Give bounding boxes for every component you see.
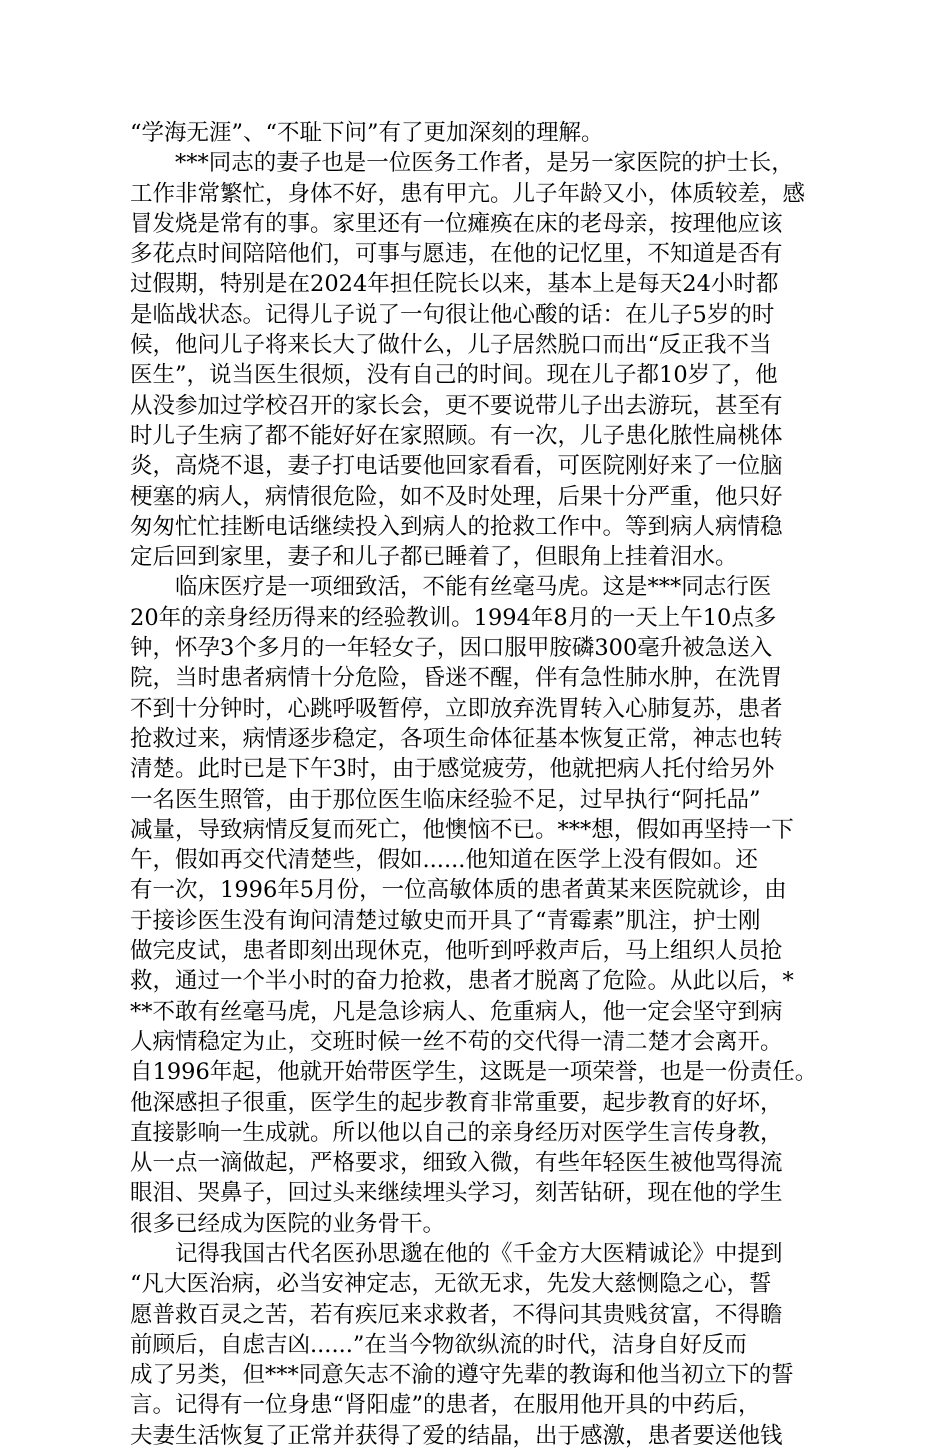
text-line: 医生”，说当医生很烦，没有自己的时间。现在儿子都10岁了，他 <box>130 362 778 389</box>
text-line: 候，他问儿子将来长大了做什么，儿子居然脱口而出“反正我不当 <box>130 332 772 359</box>
text-line: 很多已经成为医院的业务骨干。 <box>130 1210 446 1237</box>
document-body <box>130 118 820 1451</box>
text-line: 炎，高烧不退，妻子打电话要他回家看看，可医院刚好来了一位脑 <box>130 453 783 480</box>
text-line: 有一次，1996年5月份，一位高敏体质的患者黄某来医院就诊，由 <box>130 877 787 904</box>
text-line: 愿普救百灵之苦，若有疾厄来求救者，不得问其贵贱贫富，不得瞻 <box>130 1301 783 1328</box>
text-line: 前顾后，自虑吉凶......”在当今物欲纵流的时代，洁身自好反而 <box>130 1331 747 1358</box>
text-line: 成了另类，但***同意矢志不渝的遵守先辈的教诲和他当初立下的誓 <box>130 1362 794 1389</box>
text-line: 夫妻生活恢复了正常并获得了爱的结晶，出于感激，患者要送他钱 <box>130 1422 783 1449</box>
text-line: 钟，怀孕3个多月的一年轻女子，因口服甲胺磷300毫升被急送入 <box>130 635 773 662</box>
text-line: 20年的亲身经历得来的经验教训。1994年8月的一天上午10点多 <box>130 604 777 631</box>
text-line: “凡大医治病，必当安神定志，无欲无求，先发大慈恻隐之心，誓 <box>130 1271 772 1298</box>
text-line: 从没参加过学校召开的家长会，更不要说带儿子出去游玩，甚至有 <box>130 392 783 419</box>
text-line: 从一点一滴做起，严格要求，细致入微，有些年轻医生被他骂得流 <box>130 1150 783 1177</box>
text-line: 清楚。此时已是下午3时，由于感觉疲劳，他就把病人托付给另外 <box>130 756 775 783</box>
text-line: 匆匆忙忙挂断电话继续投入到病人的抢救工作中。等到病人病情稳 <box>130 513 783 540</box>
text-line: 减量，导致病情反复而死亡，他懊恼不已。***想，假如再坚持一下 <box>130 816 794 843</box>
text-line: 院，当时患者病情十分危险，昏迷不醒，伴有急性肺水肿，在洗胃 <box>130 665 783 692</box>
text-line: 一名医生照管，由于那位医生临床经验不足，过早执行“阿托品” <box>130 786 761 813</box>
text-line: 人病情稳定为止，交班时候一丝不苟的交代得一清二楚才会离开。 <box>130 1028 783 1055</box>
text-line: 自1996年起，他就开始带医学生，这既是一项荣誉，也是一份责任。 <box>130 1059 818 1086</box>
text-line: ***同志的妻子也是一位医务工作者，是另一家医院的护士长， <box>130 150 794 177</box>
text-line: 直接影响一生成就。所以他以自己的亲身经历对医学生言传身教， <box>130 1119 783 1146</box>
text-line: 是临战状态。记得儿子说了一句很让他心酸的话：在儿子5岁的时 <box>130 301 775 328</box>
text-line: 抢救过来，病情逐步稳定，各项生命体征基本恢复正常，神志也转 <box>130 725 783 752</box>
text-line: 救，通过一个半小时的奋力抢救，患者才脱离了危险。从此以后，* <box>130 968 794 995</box>
text-line: 冒发烧是常有的事。家里还有一位瘫痪在床的老母亲，按理他应该 <box>130 210 783 237</box>
text-line: 言。记得有一位身患“肾阳虚”的患者，在服用他开具的中药后， <box>130 1392 761 1419</box>
text-line: 于接诊医生没有询问清楚过敏史而开具了“青霉素”肌注，护士刚 <box>130 907 761 934</box>
text-line: 定后回到家里，妻子和儿子都已睡着了，但眼角上挂着泪水。 <box>130 544 738 571</box>
text-line: 工作非常繁忙，身体不好，患有甲亢。儿子年龄又小，体质较差，感 <box>130 180 806 207</box>
text-line: 不到十分钟时，心跳呼吸暂停，立即放弃洗胃转入心肺复苏，患者 <box>130 695 783 722</box>
text-line: “学海无涯”、“不耻下问”有了更加深刻的理解。 <box>130 120 604 146</box>
text-line: 记得我国古代名医孙思邈在他的《千金方大医精诚论》中提到 <box>130 1240 783 1267</box>
text-line: 多花点时间陪陪他们，可事与愿违，在他的记忆里，不知道是否有 <box>130 241 783 268</box>
text-line: 过假期，特别是在2024年担任院长以来，基本上是每天24小时都 <box>130 271 779 298</box>
text-line: 做完皮试，患者即刻出现休克，他听到呼救声后，马上组织人员抢 <box>130 938 783 965</box>
text-line: 他深感担子很重，医学生的起步教育非常重要，起步教育的好坏， <box>130 1089 783 1116</box>
text-line: 午，假如再交代清楚些，假如......他知道在医学上没有假如。还 <box>130 847 758 874</box>
text-line: 临床医疗是一项细致活，不能有丝毫马虎。这是***同志行医 <box>130 574 772 601</box>
text-line: 梗塞的病人，病情很危险，如不及时处理，后果十分严重，他只好 <box>130 483 783 510</box>
text-line: 眼泪、哭鼻子，回过头来继续埋头学习，刻苦钻研，现在他的学生 <box>130 1180 783 1207</box>
text-line: **不敢有丝毫马虎，凡是急诊病人、危重病人，他一定会坚守到病 <box>130 998 783 1025</box>
text-line: 时儿子生病了都不能好好在家照顾。有一次，儿子患化脓性扁桃体 <box>130 422 783 449</box>
